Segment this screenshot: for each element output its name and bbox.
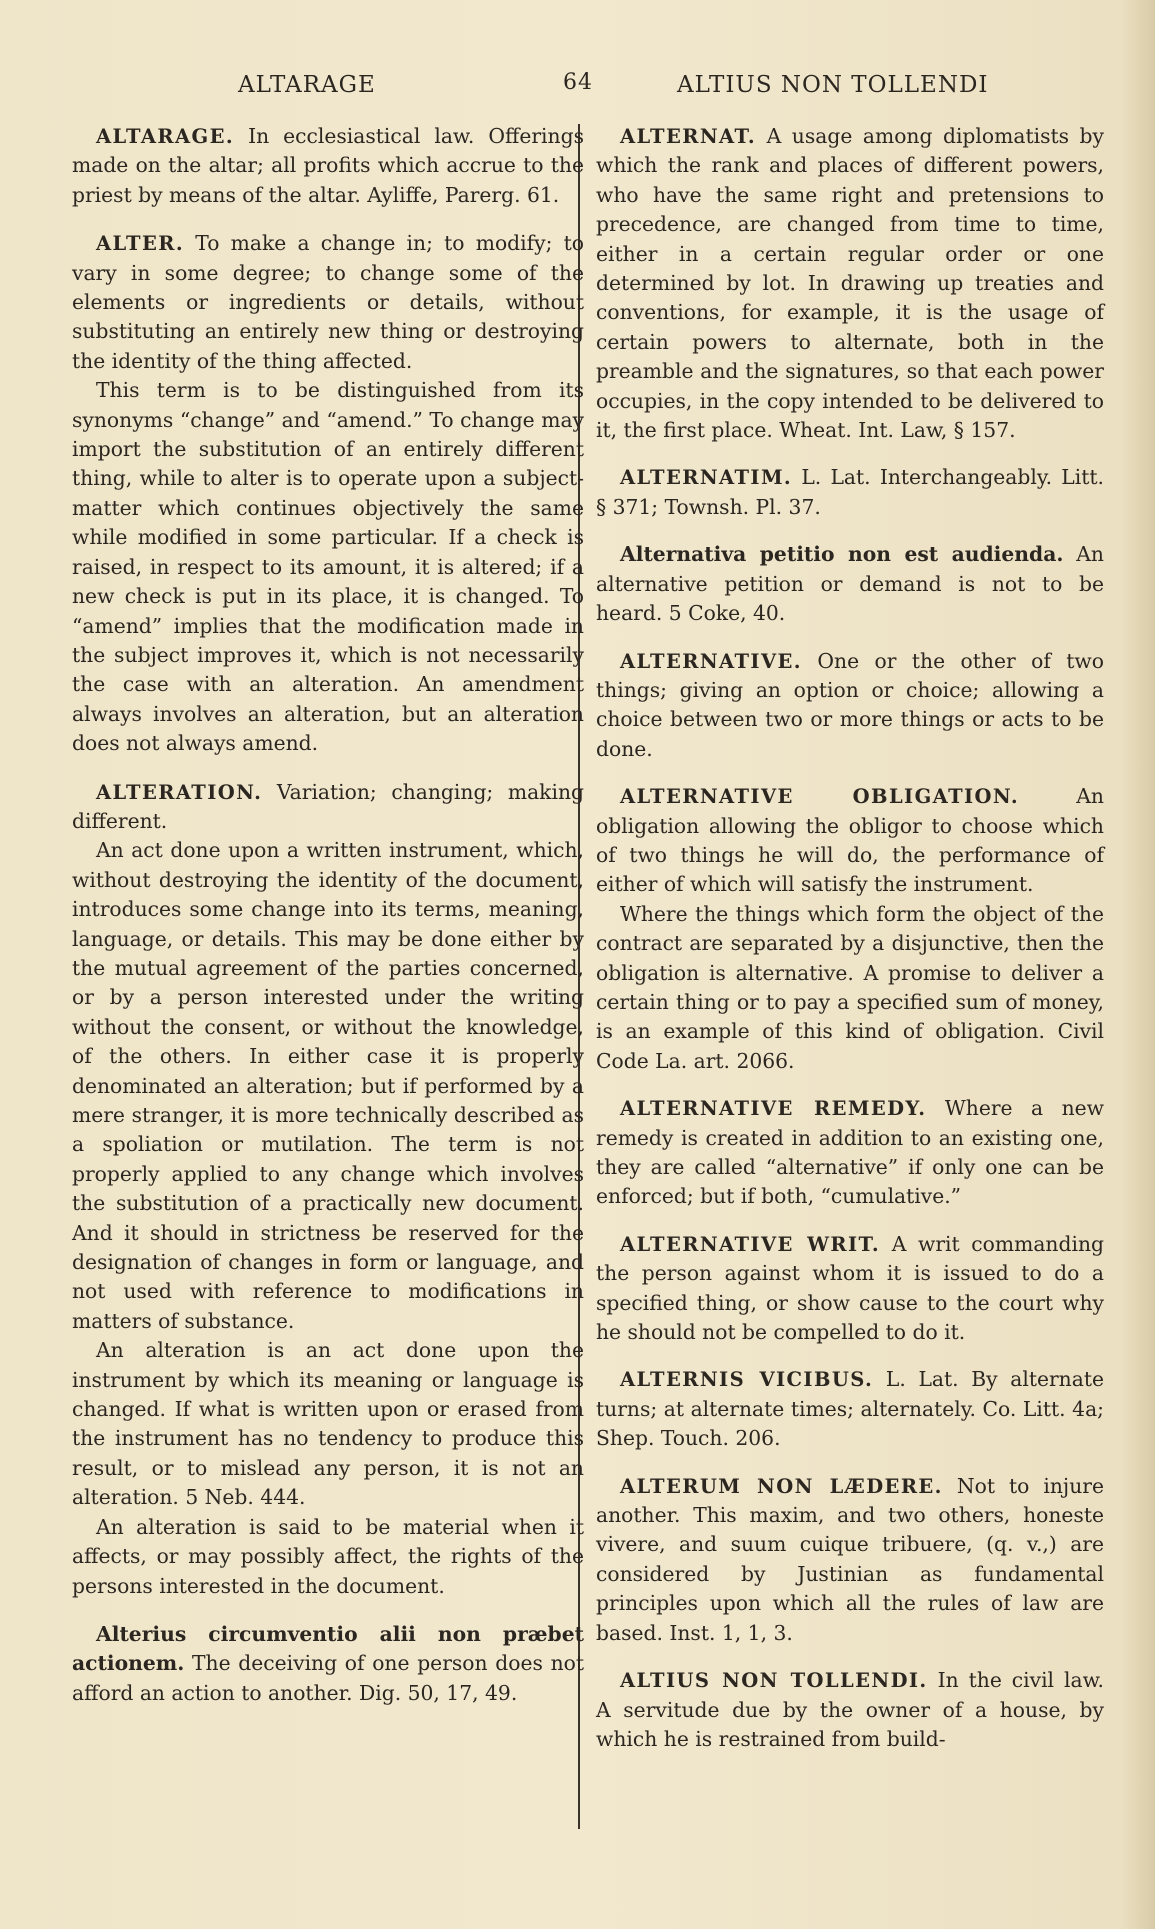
header-right-guide-word: ALTIUS NON TOLLENDI: [677, 72, 989, 98]
entry-definition: To make a change in; to modify; to vary in some degree; to change some of the elements or ingredients or details, without substituting an entirely new thing or destroying the identity of the thing affected.: [72, 231, 584, 373]
entry-alternative-writ: [596, 1230, 1104, 1348]
right-column: [596, 122, 1104, 1772]
entry-alteration: [72, 778, 584, 1601]
entry-definition: Not to injure another. This maxim, and two others, honeste vivere, and suum cuique tribuere, (q. v.,) are considered by Justinian as fundamental principles upon which all the rules of law are based. Inst. 1, 1, 3.: [596, 1473, 1104, 1645]
entry-definition: An obligation allowing the obligor to choose which of two things he will do, the performance of either of which will satisfy the instrument.: [596, 784, 1104, 897]
entry-definition: A usage among diplomatists by which the rank and places of different powers, who have the same right and pretensions to precedence, are changed from time to time, either in a certain regular order or one determined by lot. In drawing up treaties and conventions, for example, it is the usage of certain powers to alternate, both in the preamble and the signatures, so that each power occupies, in the copy intended to be delivered to it, the first place. Wheat. Int. Law, § 157.: [596, 124, 1105, 443]
entry-alterum-non-laedere: [596, 1472, 1104, 1648]
entry-headword: ALTERNATIVE WRIT.: [620, 1232, 881, 1256]
running-header: [0, 64, 1155, 104]
entry-headword: ALTERUM NON LÆDERE.: [620, 1474, 943, 1498]
entry-headword: ALTARAGE.: [96, 125, 235, 148]
entry-alternative: [596, 647, 1104, 765]
entry-alternative-remedy: [596, 1094, 1104, 1212]
entry-headword: ALTERATION.: [96, 780, 263, 804]
entry-definition: Where a new remedy is created in addition to an existing one, they are called “alternative” if only one can be enforced; but if both, “cumulative.”: [596, 1096, 1105, 1209]
entry-headword: ALTIUS NON TOLLENDI.: [620, 1669, 928, 1693]
left-column: [72, 122, 584, 1727]
entry-paragraph: Where the things which form the object of the contract are separated by a disjunctive, then the obligation is alternative. A promise to deliver a certain thing or to pay a specified sum of money, is an example of this kind of obligation. Civil Code La. art. 2066.: [596, 901, 1104, 1073]
entry-definition: Variation; changing; making different.: [72, 779, 584, 833]
entry-headword: ALTERNATIVE REMEDY.: [620, 1097, 927, 1121]
entry-headword: ALTERNIS VICIBUS.: [620, 1368, 874, 1392]
entry-definition: L. Lat. By alternate turns; at alternate times; alternately. Co. Litt. 4a; Shep. Touch. 206.: [596, 1367, 1104, 1451]
entry-paragraph: This term is to be distinguished from its synonyms “change” and “amend.” To change may import the substitution of an entirely different thing, while to alter is to operate upon a subject-matter which continues objectively the same while modified in some particular. If a check is raised, in respect to its amount, it is altered; if a new check is put in its place, it is changed. To “amend” implies that the modification made in the subject improves it, which is not necessarily the case with an alteration. An amendment always involves an alteration, but an alteration does not always amend.: [72, 378, 584, 756]
entry-maxim-alterius: [72, 1620, 584, 1708]
entry-definition: In the civil law. A servitude due by the owner of a house, by which he is restrained from build-: [596, 1668, 1104, 1751]
entry-headword: ALTERNATIVE OBLIGATION.: [620, 785, 1020, 809]
entry-paragraph: An alteration is an act done upon the instrument by which its meaning or language is changed. If what is written upon or erased from the instrument has no tendency to produce this result, or to mislead any person, it is not an alteration. 5 Neb. 444.: [72, 1338, 584, 1510]
entry-definition: L. Lat. Interchangeably. Litt. § 371; Townsh. Pl. 37.: [596, 465, 1104, 519]
maxim-text: Alterius circumventio alii non præbet actionem.: [72, 1621, 584, 1676]
entry-altius-non-tollendi: [596, 1666, 1104, 1754]
maxim-text: Alternativa petitio non est audienda.: [620, 542, 1064, 567]
entry-headword: ALTER.: [96, 232, 185, 256]
entry-definition: An alternative petition or demand is not to be heard. 5 Coke, 40.: [596, 542, 1104, 626]
entry-definition: A writ commanding the person against whom it is issued to do a specified thing, or show cause to the court why he should not be compelled to do it.: [596, 1231, 1104, 1345]
entry-definition: In ecclesiastical law. Offerings made on the altar; all profits which accrue to the priest by means of the altar. Ayliffe, Parerg. 61.: [72, 124, 584, 207]
entry-headword: ALTERNATIVE.: [620, 649, 802, 673]
entry-alternis-vicibus: [596, 1365, 1104, 1453]
entry-headword: ALTERNAT.: [620, 125, 757, 148]
entry-definition: The deceiving of one person does not afford an action to another. Dig. 50, 17, 49.: [72, 1651, 584, 1705]
entry-paragraph: An alteration is said to be material when it affects, or may possibly affect, the rights of the persons interested in the document.: [72, 1514, 584, 1598]
entry-maxim-alternativa: [596, 540, 1104, 628]
entry-alternat: [596, 122, 1104, 445]
header-left-guide-word: ALTARAGE: [238, 72, 376, 98]
entry-alternative-obligation: [596, 782, 1104, 1076]
page-number: 64: [563, 70, 593, 95]
entry-alter: [72, 229, 584, 758]
entry-headword: ALTERNATIM.: [620, 466, 793, 490]
entry-alternatim: [596, 463, 1104, 522]
entry-altarage: [72, 122, 584, 210]
entry-definition: One or the other of two things; giving an option or choice; allowing a choice between two or more things or acts to be done.: [596, 648, 1104, 761]
entry-paragraph: An act done upon a written instrument, which, without destroying the identity of the document, introduces some change into its terms, meaning, language, or details. This may be done either by the mutual agreement of the parties concerned, or by a person interested under the writing without the consent, or without the knowledge, of the others. In either case it is properly denominated an alteration; but if performed by a mere stranger, it is more technically described as a spoliation or mutilation. The term is not properly applied to any change which involves the substitution of a practically new document. And it should in strictness be reserved for the designation of changes in form or language, and not used with reference to modifications in matters of substance.: [72, 838, 584, 1333]
